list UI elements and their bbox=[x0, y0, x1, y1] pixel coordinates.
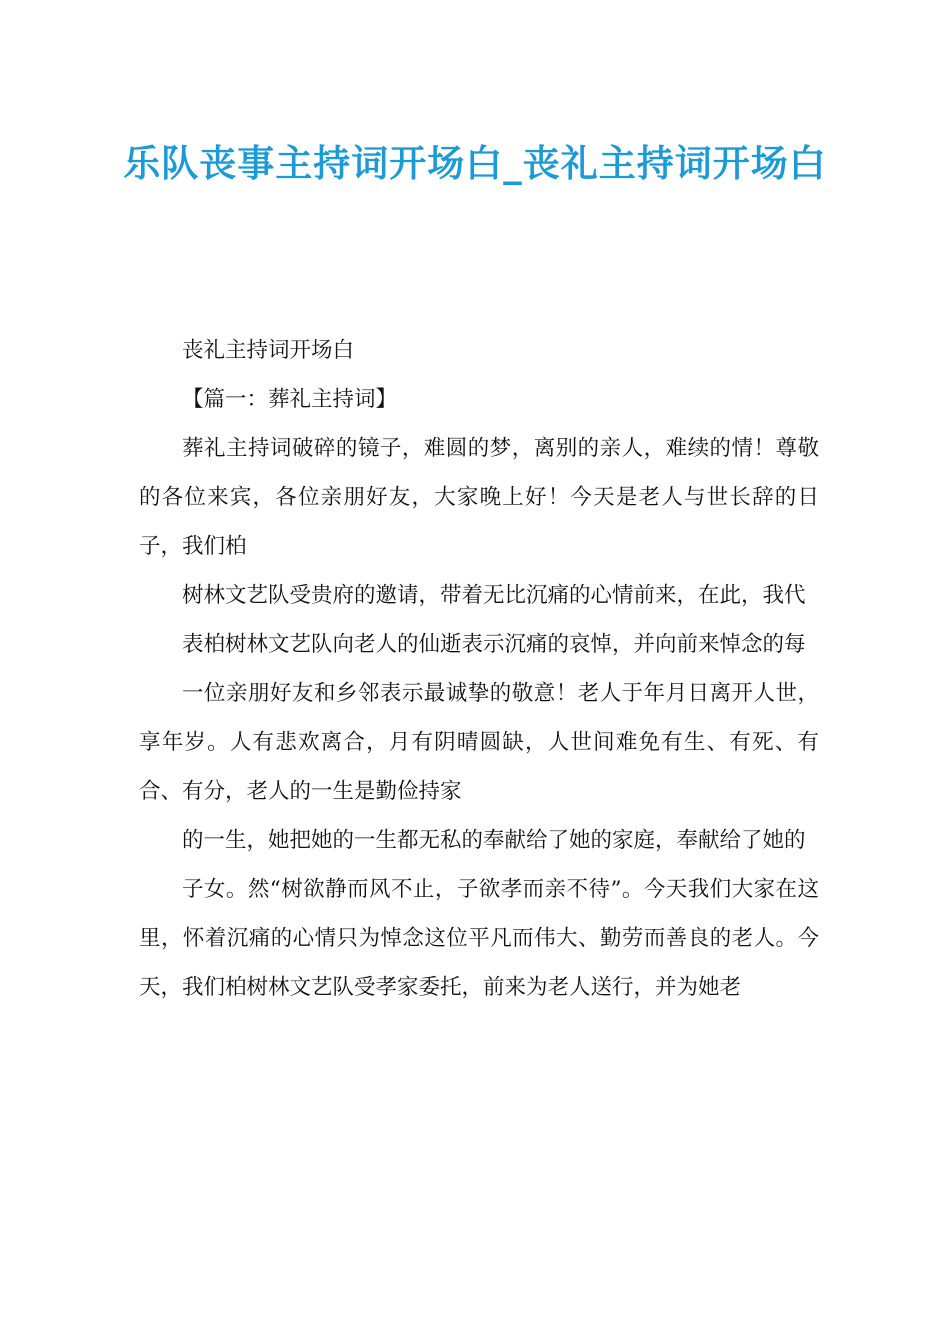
paragraph: 的一生，她把她的一生都无私的奉献给了她的家庭，奉献给了她的 bbox=[182, 828, 806, 853]
paragraph: 葬礼主持词破碎的镜子，难圆的梦，离别的亲人，难续的情！尊敬的各位来宾，各位亲朋好友，大家晚上好！今天是老人与世长辞的日子，我们柏 bbox=[139, 436, 819, 559]
paragraph: 一位亲朋好友和乡邻表示最诚挚的敬意！老人于年月日离开人世，享年岁。人有悲欢离合，月有阴晴圆缺，人世间难免有生、有死、有合、有分，老人的一生是勤俭持家 bbox=[139, 681, 819, 804]
paragraph-subtitle: 丧礼主持词开场白 bbox=[182, 338, 355, 363]
paragraph: 表柏树林文艺队向老人的仙逝表示沉痛的哀悼，并向前来悼念的每 bbox=[182, 632, 806, 657]
document-body bbox=[139, 326, 819, 1012]
paragraph-section-heading: 【篇一：葬礼主持词】 bbox=[182, 387, 398, 412]
paragraph: 树林文艺队受贵府的邀请，带着无比沉痛的心情前来，在此，我代 bbox=[182, 583, 806, 608]
paragraph: 子女。然“树欲静而风不止，子欲孝而亲不待”。今天我们大家在这里，怀着沉痛的心情只为悼念这位平凡而伟大、勤劳而善良的老人。今天，我们柏树林文艺队受孝家委托，前来为老人送行，并为她老 bbox=[139, 877, 819, 1000]
document-title: 乐队丧事主持词开场白_丧礼主持词开场白 bbox=[123, 142, 827, 185]
